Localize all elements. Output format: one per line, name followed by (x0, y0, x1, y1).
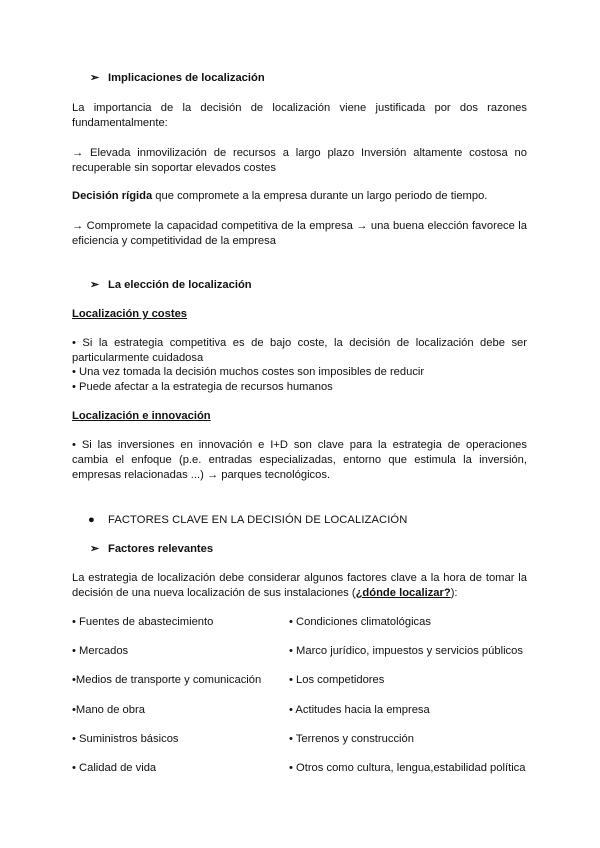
factor-left-item: • Calidad de vida (72, 762, 157, 774)
implicaciones-intro: La importancia de la decisión de localización viene justificada por dos razones fundamentalmente: (72, 102, 527, 129)
arrow-bullet-icon: ➢ (90, 279, 100, 291)
factor-left-item: •Mano de obra (72, 704, 145, 716)
heading-factores-relevantes-text: Factores relevantes (108, 543, 214, 555)
factor-right-item: • Terrenos y construcción (289, 733, 414, 745)
arrow-bullet-icon: ➢ (90, 543, 100, 555)
factores-intro-start: La estrategia de localización debe considerar algunos factores clave a la hora de tomar la decisión de una nueva localización de sus instalaciones ( (72, 572, 527, 599)
factores-intro-question: ¿dónde localizar? (355, 587, 451, 599)
heading-eleccion (90, 278, 252, 293)
arrow-bullet-icon: ➢ (90, 72, 100, 84)
heading-factores-clave-text: FACTORES CLAVE EN LA DECISIÓN DE LOCALIZACIÓN (108, 514, 408, 526)
circle-bullet-icon: ● (88, 514, 95, 526)
factor-left-item: • Suministros básicos (72, 733, 179, 745)
factor-left-item: •Medios de transporte y comunicación (72, 674, 262, 686)
factor-right-item: • Actitudes hacia la empresa (289, 704, 430, 716)
heading-implicaciones (90, 71, 265, 86)
decision-rigida-rest: que compromete a la empresa durante un largo periodo de tiempo. (152, 190, 488, 202)
implicaciones-point-2 (72, 189, 527, 204)
heading-costes: Localización y costes (72, 308, 188, 320)
factor-right-item: • Otros como cultura, lengua,estabilidad política (289, 762, 526, 774)
heading-factores-relevantes (90, 542, 213, 557)
factor-left-item: • Fuentes de abastecimiento (72, 616, 214, 628)
factor-left-item: • Mercados (72, 645, 129, 657)
factor-right-item: • Marco jurídico, impuestos y servicios públicos (289, 645, 523, 657)
factor-right-item: • Condiciones climatológicas (289, 616, 431, 628)
heading-factores-clave (88, 513, 407, 528)
heading-implicaciones-text: Implicaciones de localización (108, 72, 265, 84)
factores-intro-end: ): (450, 587, 458, 599)
costes-item-2: • Una vez tomada la decisión muchos costes son imposibles de reducir (72, 366, 425, 378)
innovacion-text: • Si las inversiones en innovación e I+D son clave para la estrategia de operaciones cambia el enfoque (p.e. entradas especializadas, entorno que estimula la inversión, empresas relacionadas ...) → parques tecnológicos. (72, 439, 527, 481)
factores-intro (72, 571, 527, 601)
heading-eleccion-text: La elección de localización (108, 279, 252, 291)
implicaciones-point-1: → Elevada inmovilización de recursos a largo plazo Inversión altamente costosa no recuperable sin soportar elevados costes (72, 147, 527, 174)
decision-rigida-bold: Decisión rígida (72, 190, 153, 202)
heading-innovacion: Localización e innovación (72, 410, 211, 422)
implicaciones-point-3: → Compromete la capacidad competitiva de la empresa → una buena elección favorece la eficiencia y competitividad de la empresa (72, 220, 527, 247)
factor-right-item: • Los competidores (289, 674, 385, 686)
costes-item-3: • Puede afectar a la estrategia de recursos humanos (72, 381, 333, 393)
costes-item-1: • Si la estrategia competitiva es de bajo coste, la decisión de localización debe ser particularmente cuidadosa (72, 337, 527, 364)
